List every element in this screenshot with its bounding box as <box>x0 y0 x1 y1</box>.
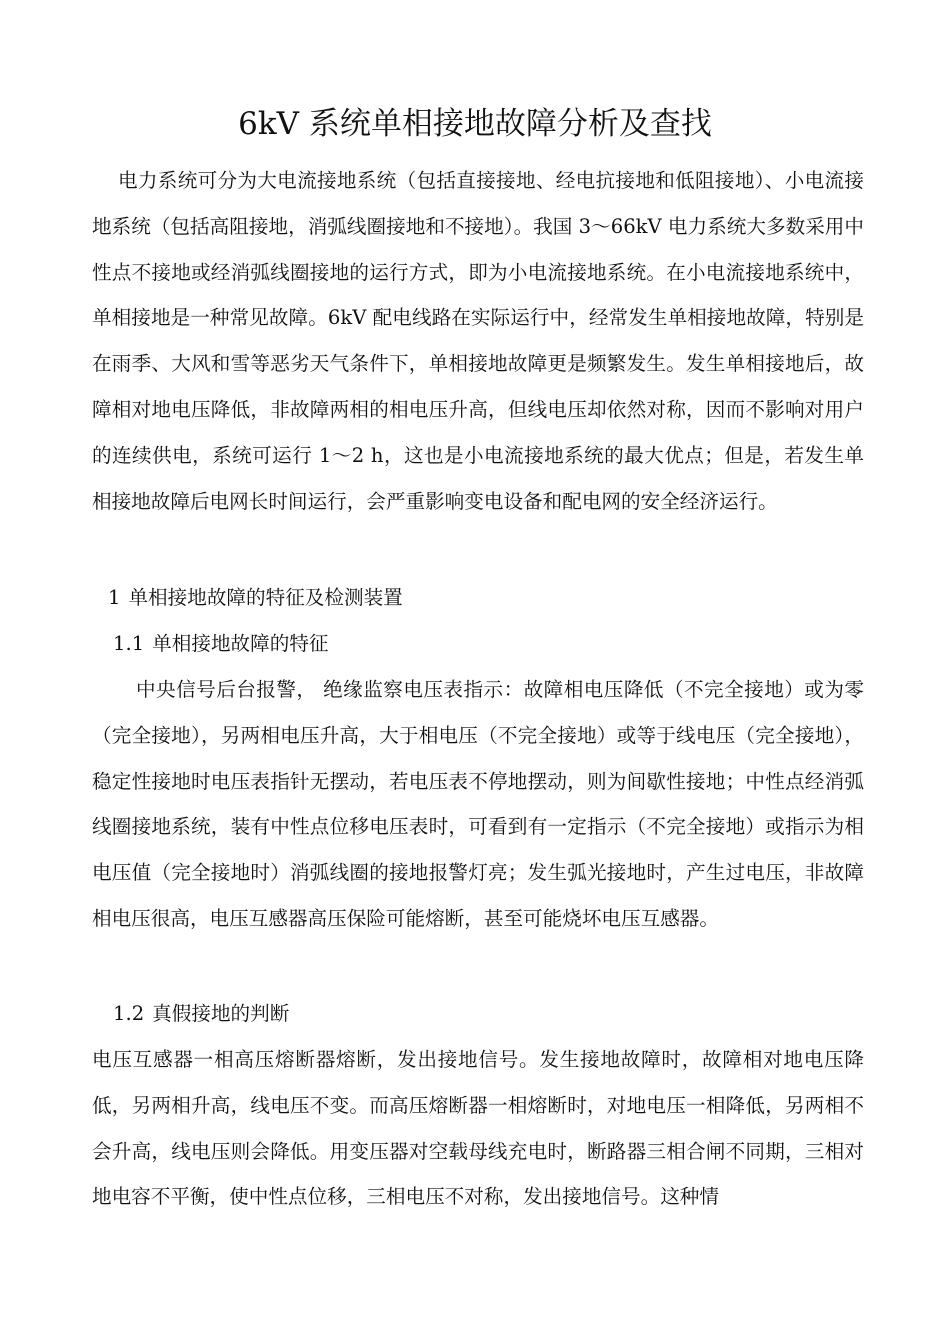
intro-paragraph: 电力系统可分为大电流接地系统（包括直接接地、经电抗接地和低阻接地）、小电流接地系统（包括高阻接地，消弧线圈接地和不接地）。我国 3～66kV 电力系统大多数采用中性点不接地或经消弧线圈接地的运行方式，即为小电流接地系统。在小电流接地系统中，单相接地是一种常见故障。6kV 配电线路在实际运行中，经常发生单相接地故障，特别是在雨季、大风和雪等恶劣天气条件下，单相接地故障更是频繁发生。发生单相接地后，故障相对地电压降低，非故障两相的相电压升高，但线电压却依然对称，因而不影响对用户的连续供电，系统可运行 1～2 h，这也是小电流接地系统的最大优点；但是，若发生单相接地故障后电网长时间运行，会严重影响变电设备和配电网的安全经济运行。 <box>92 169 864 513</box>
section-1-2-paragraph: 电压互感器一相高压熔断器熔断，发出接地信号。发生接地故障时，故障相对地电压降低，另两相升高，线电压不变。而高压熔断器一相熔断时，对地电压一相降低，另两相不会升高，线电压则会降低。用变压器对空载母线充电时，断路器三相合闸不同期，三相对地电容不平衡，使中性点位移，三相电压不对称，发出接地信号。这种情 <box>92 1048 864 1209</box>
section-1-2-heading <box>113 991 885 1037</box>
section-1-1-heading <box>113 621 885 667</box>
section-1-heading <box>108 575 880 621</box>
section-1-title: 单相接地故障的特征及检测装置 <box>128 586 403 609</box>
section-1-1-number: 1.1 <box>113 632 145 655</box>
section-1-1-paragraph: 中央信号后台报警， 绝缘监察电压表指示：故障相电压降低（不完全接地）或为零（完全接地），另两相电压升高，大于相电压（不完全接地）或等于线电压（完全接地），稳定性接地时电压表指针无摆动，若电压表不停地摆动，则为间歇性接地；中性点经消弧线圈接地系统，装有中性点位移电压表时，可看到有一定指示（不完全接地）或指示为相电压值（完全接地时）消弧线圈的接地报警灯亮；发生弧光接地时，产生过电压，非故障相电压很高，电压互感器高压保险可能熔断，甚至可能烧坏电压互感器。 <box>92 678 864 930</box>
document-title: 6kV 系统单相接地故障分析及查找 <box>238 106 712 142</box>
section-1-2-title: 真假接地的判断 <box>152 1002 290 1025</box>
section-1-1-title: 单相接地故障的特征 <box>152 632 329 655</box>
section-1-2-number: 1.2 <box>113 1002 145 1025</box>
section-1-number: 1 <box>108 586 121 609</box>
